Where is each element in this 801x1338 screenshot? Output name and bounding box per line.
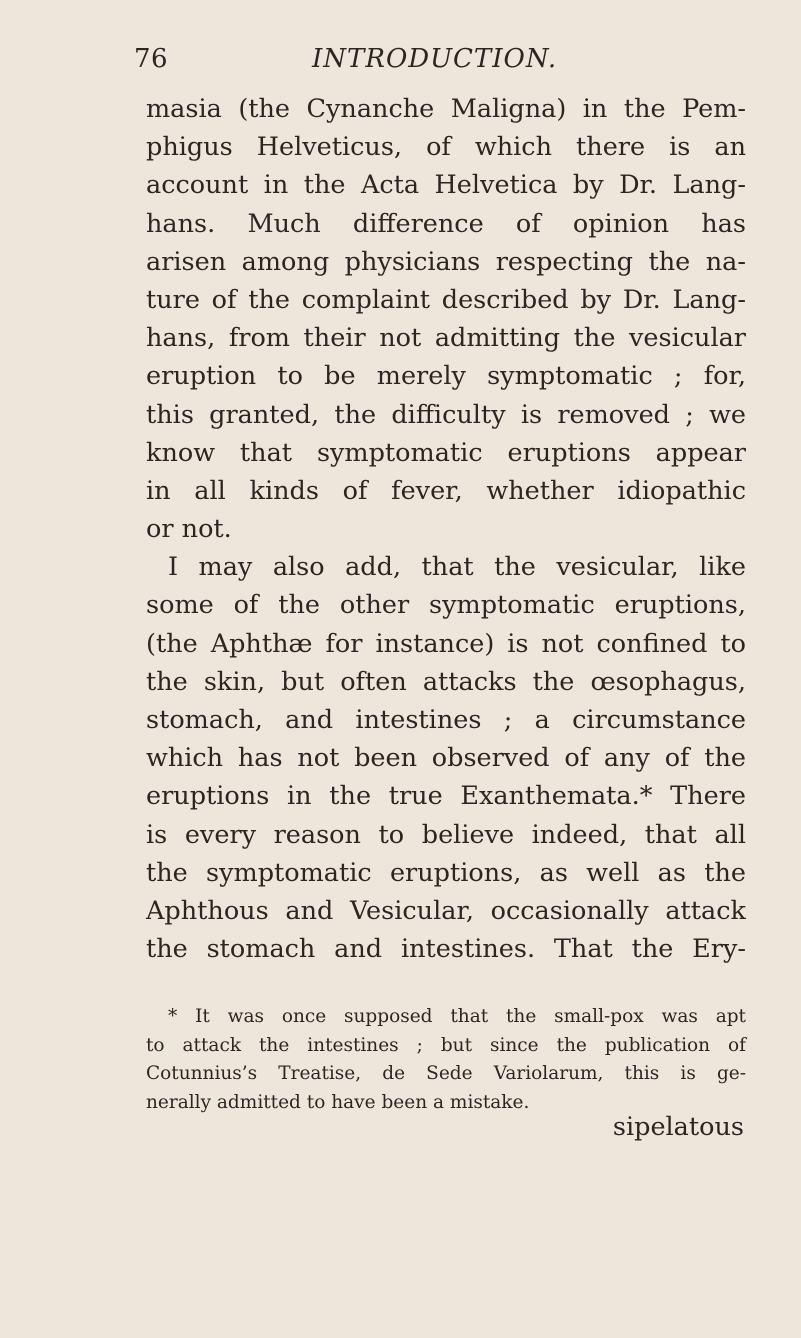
text-line: the symptomatic eruptions, as well as the [146,857,746,888]
text-line: ture of the complaint described by Dr. Lang- [146,284,746,315]
text-line: hans, from their not admitting the vesicular [146,323,746,354]
page-number: 76 [134,44,169,74]
text-line: stomach, and intestines ; a circumstance [146,705,746,735]
catchword: sipelatous [612,1112,744,1142]
text-line: eruption to be merely symptomatic ; for, [146,361,746,392]
text-line: (the Aphthæ for instance) is not confined to [146,628,746,659]
text-line: in all kinds of fever, whether idiopathic [146,475,746,506]
footnote [146,1003,746,1117]
text-line: the stomach and intestines. That the Ery- [146,934,746,965]
text-line: eruptions in the true Exanthemata.* There [146,781,746,812]
text-line: is every reason to believe indeed, that all [146,819,746,850]
footnote-line: Cotunnius’s Treatise, de Sede Variolarum, this is ge- [146,1063,746,1084]
text-line: phigus Helveticus, of which there is an [146,132,746,163]
footnote-line: to attack the intestines ; but since the publication of [146,1034,746,1056]
running-title: INTRODUCTION. [312,44,558,74]
text-line: account in the Acta Helvetica by Dr. Lang- [146,170,746,201]
body-text [146,90,746,968]
text-line: this granted, the difficulty is removed ; we [146,399,746,430]
text-line: Aphthous and Vesicular, occasionally attack [146,895,746,926]
text-line: know that symptomatic eruptions appear [146,437,746,468]
text-line: masia (the Cynanche Maligna) in the Pem- [146,94,746,124]
text-line: hans. Much difference of opinion has [146,208,746,239]
text-line: which has not been observed of any of the [146,743,746,774]
paragraph-start-line: I may also add, that the vesicular, like [168,552,746,583]
text-line: some of the other symptomatic eruptions, [146,590,746,621]
footnote-line: nerally admitted to have been a mistake. [146,1091,530,1113]
text-line: or not. [146,514,232,545]
text-line: the skin, but often attacks the œsophagus, [146,666,746,697]
text-line: arisen among physicians respecting the na- [146,246,746,277]
footnote-line: * It was once supposed that the small-pox was apt [168,1006,746,1027]
